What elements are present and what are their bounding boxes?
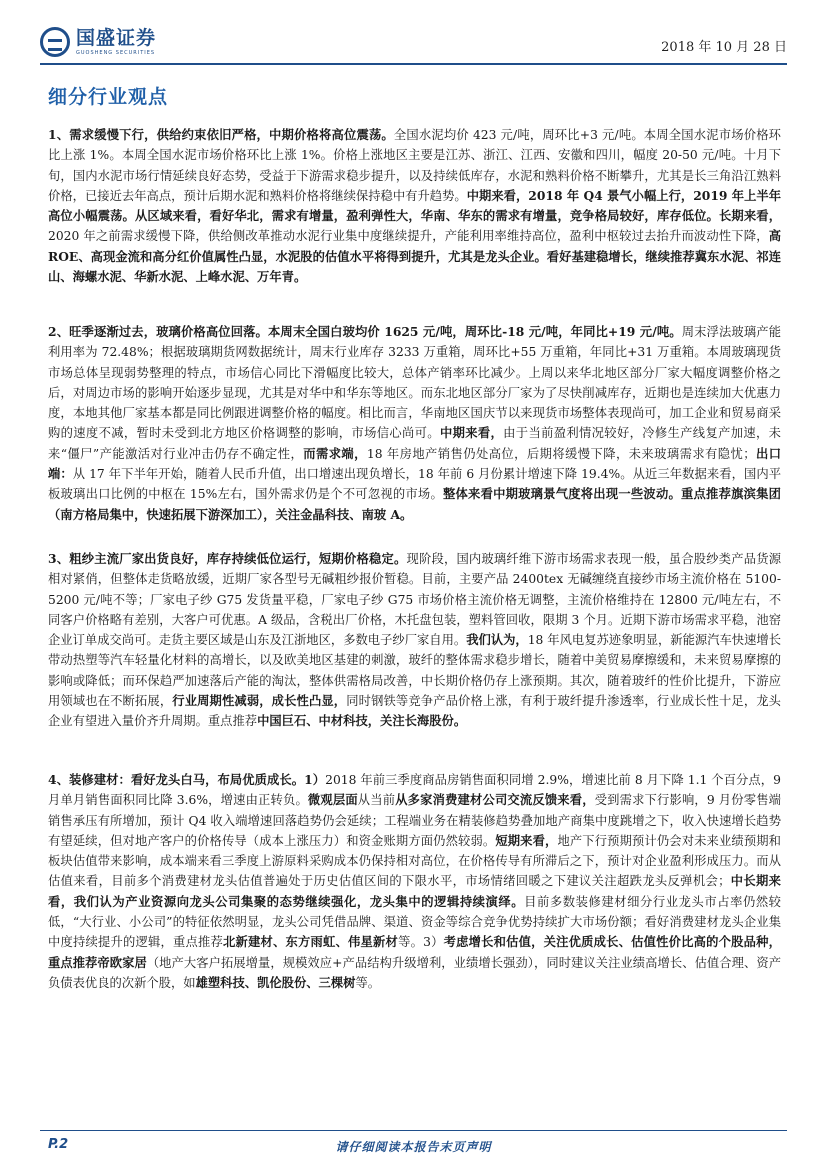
bold-text-segment: 短期来看，	[495, 832, 558, 848]
bold-text-segment: 1、需求缓慢下行，供给约束依旧严格，中期价格将高位震荡。	[48, 127, 394, 142]
text-segment: 从当前	[357, 793, 396, 808]
bold-text-segment: 考虑增长和估值，关注优质成长、估值性价比高的个股品种，重点推荐帝欧家居	[48, 934, 781, 970]
bold-text-segment: 3、粗纱主流厂家出货良好，库存持续低位运行，短期价格稳定。	[48, 551, 407, 566]
footer-divider	[40, 1130, 787, 1131]
text-segment: 18 年风电复苏迹象明显，新能源汽车快速增长带动热塑等汽车轻量化材料的高增长，以及欧美地区基建的刺激，玻纤的整体需求稳步增长，随着中美贸易摩擦缓和，未来贸易摩擦的影响或降低；而环保趋严加速落后产能的淘汰，整体供需格局改善，中长期价格仍存上涨预期。其次，随着玻纤的性价比提升，下游应用领域也在不断拓展，	[48, 633, 781, 709]
text-segment: 受到需求下行影响，9 月份零售端销售承压有所增加，预计 Q4 收入端增速回落趋势仍会延续；工程端业务在精装修趋势叠加地产商集中度跳增之下，收入快速增长趋势有望延续，但对地产客户的价格传导（成本上涨压力）和资金账期方面仍然较弱。	[48, 793, 781, 848]
paragraph-fiberglass	[48, 549, 781, 732]
bold-text-segment: 出口端：	[48, 445, 781, 482]
bold-text-segment: 中长期来看，我们认为产业资源向龙头公司集聚的态势继续强化，龙头集中的逻辑持续演绎。	[48, 873, 781, 909]
bold-text-segment: 高 ROE、高现金流和高分红价值属性凸显，水泥股的估值水平将得到提升，尤其是龙头企业。看好基建稳增长，继续推荐冀东水泥、祁连山、海螺水泥、华新水泥、上峰水泥、万年青。	[48, 228, 781, 285]
bold-text-segment: 从多家消费建材公司交流反馈来看，	[395, 792, 595, 808]
bold-text-segment: 而需求端，	[303, 445, 367, 461]
header-divider	[40, 63, 787, 65]
text-segment: 由于当前盈利情况较好，冷修生产线复产加速，未来“僵尸”产能激活对行业冲击仍存不确定性，	[48, 426, 781, 461]
report-date: 2018 年 10 月 28 日	[661, 40, 787, 55]
text-segment: 现阶段，国内玻璃纤维下游市场需求表现一般，虽合股纱类产品货源相对紧俏，但整体走货略放缓，近期厂家各型号无碱粗纱报价暂稳。目前，主要产品 2400tex 无碱缠绕直接纱市场主流价格在 5100-5200 元/吨不等；厂家电子纱 G75 发货量平稳，厂家电子纱 G75 市场价格主流价格无调整，主流价格维持在 12800 元/吨左右，不同客户价格略有差别，大客户可优惠。A 级品，含税出厂价格，木托盘包装，塑料管回收，限期 3 个月。近期下游市场需求平稳，池窑企业订单成交尚可。走货主要区域是山东及江浙地区，多数电子纱厂家自用。	[48, 552, 781, 648]
disclaimer-note: 请仔细阅读本报告末页声明	[335, 1140, 492, 1154]
bold-text-segment: 4、装修建材：看好龙头白马，布局优质成长。1）	[48, 772, 326, 787]
bold-text-segment: 中期来看，2018 年 Q4 景气小幅上行，2019 年上半年高位小幅震荡。从区域来看，看好华北，需求有增量，盈利弹性大，华南、华东的需求有增量，竞争格局较好，库存低位。长期来看，	[48, 187, 781, 224]
paragraph-glass	[48, 322, 781, 525]
text-segment: 目前多数装修建材细分行业龙头市占率仍然较低，“大行业、小公司”的特征依然明显，龙头公司凭借品牌、渠道、资金等综合竞争优势持续扩大市场份额；看好消费建材龙头企业集中度持续提升的逻辑，重点推荐	[48, 894, 781, 950]
text-segment: 18 年房地产销售仍处高位，后期将缓慢下降，未来玻璃需求有隐忧；	[366, 446, 756, 461]
text-segment: 等。	[355, 975, 381, 990]
section-title: 细分行业观点	[48, 86, 169, 108]
logo-name-cn: 国盛证券	[76, 27, 157, 49]
bold-text-segment: 雄塑科技、凯伦股份、三棵树	[195, 974, 356, 990]
page-footer	[40, 1137, 787, 1159]
text-segment: 周末浮法玻璃产能利用率为 72.48%；根据玻璃期货网数据统计，周末行业库存 3233 万重箱，周环比+55 万重箱，年同比+31 万重箱。本周玻璃现货市场总体呈现弱势整理的特点，市场信心同比下滑幅度比较大，总体产销率环比减少。上周以来华北地区部分厂家大幅度调整价格之后，对周边市场的影响开始逐步显现，尤其是对华中和华东等地区。而东北地区部分厂家为了尽快削减库存，近期也是连续加大优惠力度，本地其他厂家基本都是同比例跟进调整价格的幅度。相比而言，华南地区国庆节以来现货市场整体表现尚可，加工企业和贸易商采购的速度不减，暂时未受到北方地区价格调整的影响，市场信心尚可。	[48, 325, 781, 441]
bold-text-segment: 2、旺季逐渐过去，玻璃价格高位回落。本周末全国白玻均价 1625 元/吨，周环比-18 元/吨，年同比+19 元/吨。	[48, 324, 682, 339]
paragraph-cement	[48, 125, 781, 287]
paragraph-decoration-materials	[48, 770, 781, 993]
page-header	[40, 22, 787, 62]
page-number: P.2	[48, 1137, 69, 1152]
text-segment: （地产大客户拓展增量，规模效应+产品结构升级增利，业绩增长强劲），同时建议关注业绩高增长、估值合理、资产负债表优良的次新个股，如	[48, 955, 781, 990]
text-segment: 从 17 年下半年开始，随着人民币升值，出口增速出现负增长，18 年前 6 月份累计增速下降 19.4%。从近三年数据来看，国内平板玻璃出口比例的中枢在 15%左右，国外需求仍是个不可忽视的市场。	[48, 467, 781, 502]
bold-text-segment: 我们认为，	[466, 632, 528, 648]
text-segment: 等。3）	[398, 935, 444, 950]
bold-text-segment: 北新建材、东方雨虹、伟星新材	[223, 934, 399, 950]
text-segment: 同时钢铁等竞争产品价格上涨，有利于玻纤提升渗透率，行业成长性十足，龙头企业有望进入量价齐升周期。重点推荐	[48, 694, 781, 729]
company-logo	[40, 22, 156, 62]
logo-icon	[40, 27, 70, 57]
text-segment: 地产下行预期预计仍会对未来业绩预期和板块估值带来影响，成本端来看三季度上游原料采购成本仍保持相对高位，在价格传导有所滞后之下，预计对企业盈利形成压力。而从估值来看，目前多个消费建材龙头估值普遍处于历史估值区间的下限水平，市场情绪回暖之下建议关注超跌龙头反弹机会；	[48, 833, 781, 889]
bold-text-segment: 行业周期性减弱，成长性凸显，	[172, 693, 347, 709]
text-segment: 全国水泥均价 423 元/吨，周环比+3 元/吨。本周全国水泥市场价格环比上涨 1%。本周全国水泥市场价格环比上涨 1%。价格上涨地区主要是江苏、浙江、江西、安徽和四川，幅度 20-50 元/吨。十月下旬，国内水泥市场行情延续良好态势，受益于下游需求稳步提升，以及持续低库存，水泥和熟料价格不断攀升，尤其是长三角沿江熟料价格，已接近去年高点，预计后期水泥和熟料价格将继续保持稳中有升趋势。	[48, 128, 781, 203]
text-segment: 2020 年之前需求缓慢下降，供给侧改革推动水泥行业集中度继续提升，产能利用率维持高位，盈利中枢较过去抬升而波动性下降，	[48, 229, 769, 244]
bold-text-segment: 中期来看，	[439, 425, 504, 441]
logo-name-en: GUOSHENG SECURITIES	[76, 50, 156, 56]
bold-text-segment: 微观层面	[307, 792, 358, 808]
bold-text-segment: 中国巨石、中材科技，关注长海股份。	[257, 713, 467, 729]
text-segment: 2018 年前三季度商品房销售面积同增 2.9%，增速比前 8 月下降 1.1 个百分点，9 月单月销售面积同比降 3.6%，增速由正转负。	[48, 773, 781, 808]
bold-text-segment: 整体来看中期玻璃景气度将出现一些波动。重点推荐旗滨集团（南方格局集中，快速拓展下游深加工），关注金晶科技、南玻 A。	[48, 486, 781, 522]
